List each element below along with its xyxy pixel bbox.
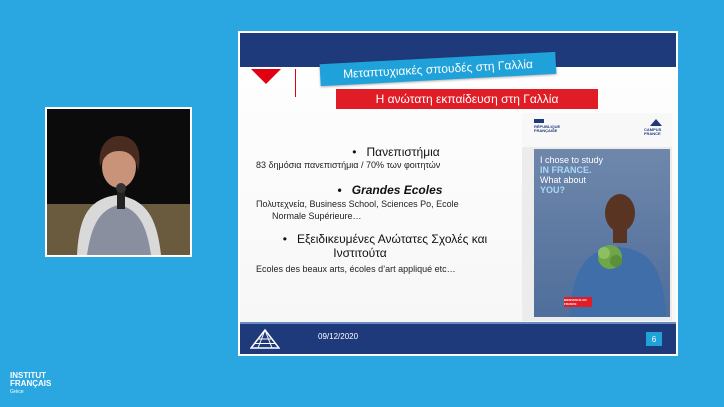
campus-france-logo-icon <box>650 119 662 126</box>
slide-bottom-band <box>240 324 676 354</box>
bullet-detail-specialized-schools: Ecoles des beaux arts, écoles d’art appliqué etc… <box>256 264 456 274</box>
slide-date: 09/12/2020 <box>318 332 359 341</box>
bullet-dot: • <box>337 183 342 197</box>
speaker-video[interactable] <box>45 107 192 257</box>
slide-title: Μεταπτυχιακές σπουδές στη Γαλλία <box>320 52 557 86</box>
poster-header <box>522 113 672 147</box>
speaker-video-frame <box>47 109 190 255</box>
bullet-detail-grandes-ecoles-1: Πολυτεχνεία, Business School, Sciences Po, Ecole <box>256 199 459 209</box>
poster-line-2: IN FRANCE. <box>540 165 592 175</box>
campus-france-poster <box>522 113 672 321</box>
french-flag-icon <box>534 119 544 123</box>
logo-line-2: FRANÇAIS <box>10 379 52 388</box>
bullet-heading-universities: • Πανεπιστήμια <box>352 145 440 159</box>
slide-subtitle: Η ανώτατη εκπαίδευση στη Γαλλία <box>336 89 598 109</box>
bullet-detail-universities: 83 δημόσια πανεπιστήμια / 70% των φοιτητών <box>256 160 441 170</box>
poster-line-4: YOU? <box>540 185 566 195</box>
bullet-dot: • <box>352 145 357 159</box>
campus-france-pyramid-icon <box>250 328 280 350</box>
poster-badge: BIENVENUE EN FRANCE <box>564 298 587 306</box>
poster-photo <box>534 149 670 317</box>
republique-francaise-text: RÉPUBLIQUE FRANÇAISE <box>534 124 561 133</box>
institut-francais-logo <box>10 372 51 396</box>
bullet-detail-grandes-ecoles-2: Normale Supérieure… <box>272 211 362 221</box>
slide-page-number: 6 <box>646 332 662 346</box>
campus-france-text: CAMPUS FRANCE <box>644 127 662 136</box>
red-triangle-decoration <box>251 69 281 84</box>
poster-line-3: What about <box>540 175 587 185</box>
presentation-slide[interactable] <box>238 31 678 356</box>
poster-line-1: I chose to study <box>540 155 604 165</box>
red-line-decoration <box>295 69 296 97</box>
logo-line-3: Grèce <box>10 389 24 395</box>
slide-canvas <box>240 33 676 354</box>
speaker-figure <box>47 109 190 255</box>
bullet-dot: • <box>282 232 287 246</box>
logo-line-1: INSTITUT <box>10 371 46 380</box>
bullet-heading-grandes-ecoles: • Grandes Ecoles <box>337 183 443 197</box>
bullet-heading-specialized-schools: • Εξειδικευμένες Ανώτατες Σχολές και <box>282 232 488 246</box>
bullet-heading-specialized-schools-2: Ινστιτούτα <box>333 246 387 260</box>
